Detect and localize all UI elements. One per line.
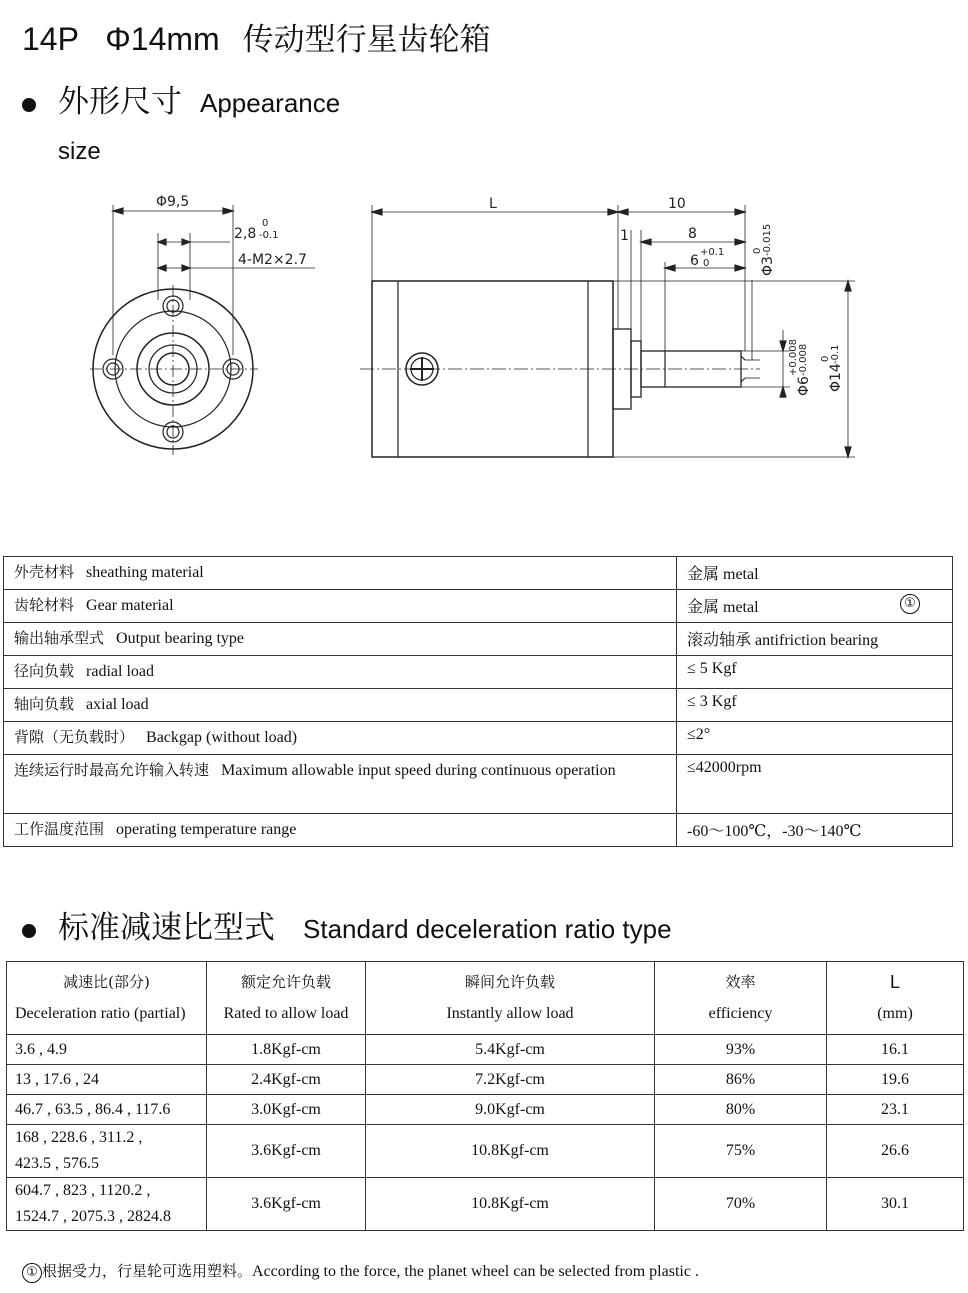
ratio-row [7, 1065, 964, 1095]
spec-value-text: ≤ 3 Kgf [687, 693, 737, 710]
spec-value-text: 金属 metal [687, 599, 759, 616]
bullet-icon [22, 924, 36, 938]
spec-label-en: operating temperature range [116, 821, 297, 838]
footnote-mark: ① [22, 1263, 42, 1283]
ratio-values: 168 , 228.6 , 311.2 , [15, 1129, 143, 1146]
ratio-values: 13 , 17.6 , 24 [15, 1070, 99, 1088]
bullet-icon [22, 98, 36, 112]
spec-table [3, 556, 953, 847]
spec-value [677, 557, 953, 590]
spec-label-cn: 外壳材料 [14, 563, 75, 581]
spec-label-cn: 齿轮材料 [14, 596, 75, 614]
spec-label [4, 689, 677, 722]
ratio-row [7, 1035, 964, 1065]
ratio-values: 1524.7 , 2075.3 , 2824.8 [15, 1208, 171, 1225]
ratio-L-cell: 16.1 [827, 1035, 964, 1065]
dim-28: 2,8 [234, 226, 257, 242]
ratio-heading-cn: 标准减速比型式 [58, 910, 275, 946]
dim-28-tol-bot: -0.1 [259, 230, 279, 241]
spec-label [4, 755, 677, 814]
ratio-row [7, 1125, 964, 1178]
spec-label [4, 590, 677, 623]
dim-1: 1 [620, 228, 629, 244]
ratio-header-row [7, 962, 964, 1035]
ratio-L-cell: 30.1 [827, 1178, 964, 1231]
dim-phi95: Φ9,5 [156, 194, 190, 210]
ratio-L-cell: 26.6 [827, 1125, 964, 1178]
spec-row [4, 722, 953, 755]
spec-value [677, 656, 953, 689]
spec-label-en: Output bearing type [116, 630, 244, 647]
ratio-rated-cell: 3.6Kgf-cm [207, 1178, 366, 1231]
spec-label-cn: 工作温度范围 [14, 820, 105, 838]
header-ratio: 减速比(部分) Deceleration ratio (partial) [7, 962, 207, 1035]
ratio-heading-en: Standard deceleration ratio type [303, 914, 672, 944]
footnote-mark: ① [900, 594, 920, 614]
model-diameter: Φ14mm [105, 21, 220, 57]
spec-label-cn: 径向负载 [14, 662, 75, 680]
ratio-rated-cell: 3.0Kgf-cm [207, 1095, 366, 1125]
header-efficiency: 效率 efficiency [655, 962, 827, 1035]
ratio-cell [7, 1035, 207, 1065]
ratio-values: 3.6 , 4.9 [15, 1040, 67, 1058]
spec-value-text: ≤ 5 Kgf [687, 660, 737, 677]
dim-m2: 4-M2×2.7 [238, 252, 307, 268]
spec-label-en: Backgap (without load) [146, 729, 298, 746]
spec-label-cn: 背隙（无负载时） [14, 728, 135, 746]
footnote-cn: 根据受力，行星轮可选用塑料。 [42, 1262, 253, 1280]
spec-value [677, 590, 953, 623]
appearance-en: Appearance [200, 88, 341, 118]
ratio-values: 604.7 , 823 , 1120.2 , [15, 1182, 151, 1199]
header-rated: 额定允许负载 Rated to allow load [207, 962, 366, 1035]
footnote [22, 1260, 699, 1283]
spec-label-cn: 连续运行时最高允许输入转速 [14, 761, 210, 779]
ratio-eff-cell: 80% [655, 1095, 827, 1125]
spec-label-en: radial load [86, 663, 154, 680]
spec-value-text: ≤42000rpm [687, 759, 762, 776]
spec-label-cn: 输出轴承型式 [14, 629, 105, 647]
ratio-cell [7, 1065, 207, 1095]
ratio-eff-cell: 75% [655, 1125, 827, 1178]
spec-value [677, 722, 953, 755]
spec-value [677, 623, 953, 656]
ratio-eff-cell: 70% [655, 1178, 827, 1231]
ratio-rated-cell: 2.4Kgf-cm [207, 1065, 366, 1095]
page-title [22, 14, 491, 59]
dimension-drawing [80, 185, 880, 475]
front-view [90, 205, 315, 455]
ratio-instant-cell: 10.8Kgf-cm [366, 1125, 655, 1178]
spec-row [4, 590, 953, 623]
ratio-cell [7, 1125, 207, 1178]
side-view [360, 205, 855, 457]
spec-label-en: axial load [86, 696, 149, 713]
appearance-cn: 外形尺寸 [58, 84, 182, 120]
dim-28-tol-top: 0 [262, 218, 269, 229]
spec-row [4, 656, 953, 689]
ratio-instant-cell: 7.2Kgf-cm [366, 1065, 655, 1095]
ratio-values: 423.5 , 576.5 [15, 1155, 99, 1172]
model-number: 14P [22, 21, 79, 57]
spec-value [677, 689, 953, 722]
header-instant: 瞬间允许负载 Instantly allow load [366, 962, 655, 1035]
ratio-heading [22, 902, 672, 947]
dim-phi3-tol-bot: -0.015 [762, 223, 773, 256]
dim-phi6: Φ6 [796, 376, 812, 396]
ratio-eff-cell: 86% [655, 1065, 827, 1095]
dim-10: 10 [668, 196, 686, 212]
spec-value [677, 814, 953, 847]
ratio-L-cell: 19.6 [827, 1065, 964, 1095]
ratio-values: 46.7 , 63.5 , 86.4 , 117.6 [15, 1100, 171, 1118]
spec-row [4, 755, 953, 814]
spec-value-text: 滚动轴承 antifriction bearing [687, 632, 879, 649]
spec-label [4, 722, 677, 755]
spec-row [4, 814, 953, 847]
spec-label-en: sheathing material [86, 564, 204, 581]
header-length: L (mm) [827, 962, 964, 1035]
spec-row [4, 623, 953, 656]
appearance-heading [22, 76, 340, 121]
spec-value-text: ≤2° [687, 726, 711, 743]
spec-label [4, 814, 677, 847]
ratio-instant-cell: 10.8Kgf-cm [366, 1178, 655, 1231]
spec-label-en: Maximum allowable input speed during continuous operation [221, 762, 616, 779]
dim-6-tol-bot: 0 [703, 258, 710, 269]
dim-phi14-tol-bot: -0.1 [830, 344, 841, 364]
spec-label [4, 656, 677, 689]
title-cn: 传动型行星齿轮箱 [242, 22, 491, 58]
footnote-en: According to the force, the planet wheel can be selected from plastic . [252, 1263, 699, 1280]
spec-value [677, 755, 953, 814]
ratio-row [7, 1178, 964, 1231]
ratio-table [6, 961, 964, 1231]
ratio-L-cell: 23.1 [827, 1095, 964, 1125]
spec-label [4, 557, 677, 590]
spec-value-text: -60～100℃，-30～140℃ [687, 823, 862, 840]
ratio-cell [7, 1095, 207, 1125]
dim-phi3: Φ3 [760, 256, 776, 276]
spec-row [4, 689, 953, 722]
dim-phi14: Φ14 [828, 363, 844, 392]
dim-phi14-tol-top: 0 [820, 355, 831, 362]
ratio-rated-cell: 1.8Kgf-cm [207, 1035, 366, 1065]
dim-L: L [489, 196, 497, 212]
ratio-cell [7, 1178, 207, 1231]
ratio-row [7, 1095, 964, 1125]
dim-6-tol-top: +0.1 [700, 247, 725, 258]
spec-value-text: 金属 metal [687, 566, 759, 583]
dim-phi6-tol-top: +0.008 [788, 338, 799, 376]
size-label: size [58, 138, 101, 165]
spec-label-cn: 轴向负载 [14, 695, 75, 713]
ratio-instant-cell: 5.4Kgf-cm [366, 1035, 655, 1065]
spec-row [4, 557, 953, 590]
dim-phi6-tol-bot: -0.008 [798, 343, 809, 376]
dim-phi3-tol-top: 0 [752, 247, 763, 254]
ratio-instant-cell: 9.0Kgf-cm [366, 1095, 655, 1125]
ratio-rated-cell: 3.6Kgf-cm [207, 1125, 366, 1178]
spec-label [4, 623, 677, 656]
ratio-eff-cell: 93% [655, 1035, 827, 1065]
dim-8: 8 [688, 226, 697, 242]
dim-6: 6 [690, 253, 699, 269]
spec-label-en: Gear material [86, 597, 174, 614]
